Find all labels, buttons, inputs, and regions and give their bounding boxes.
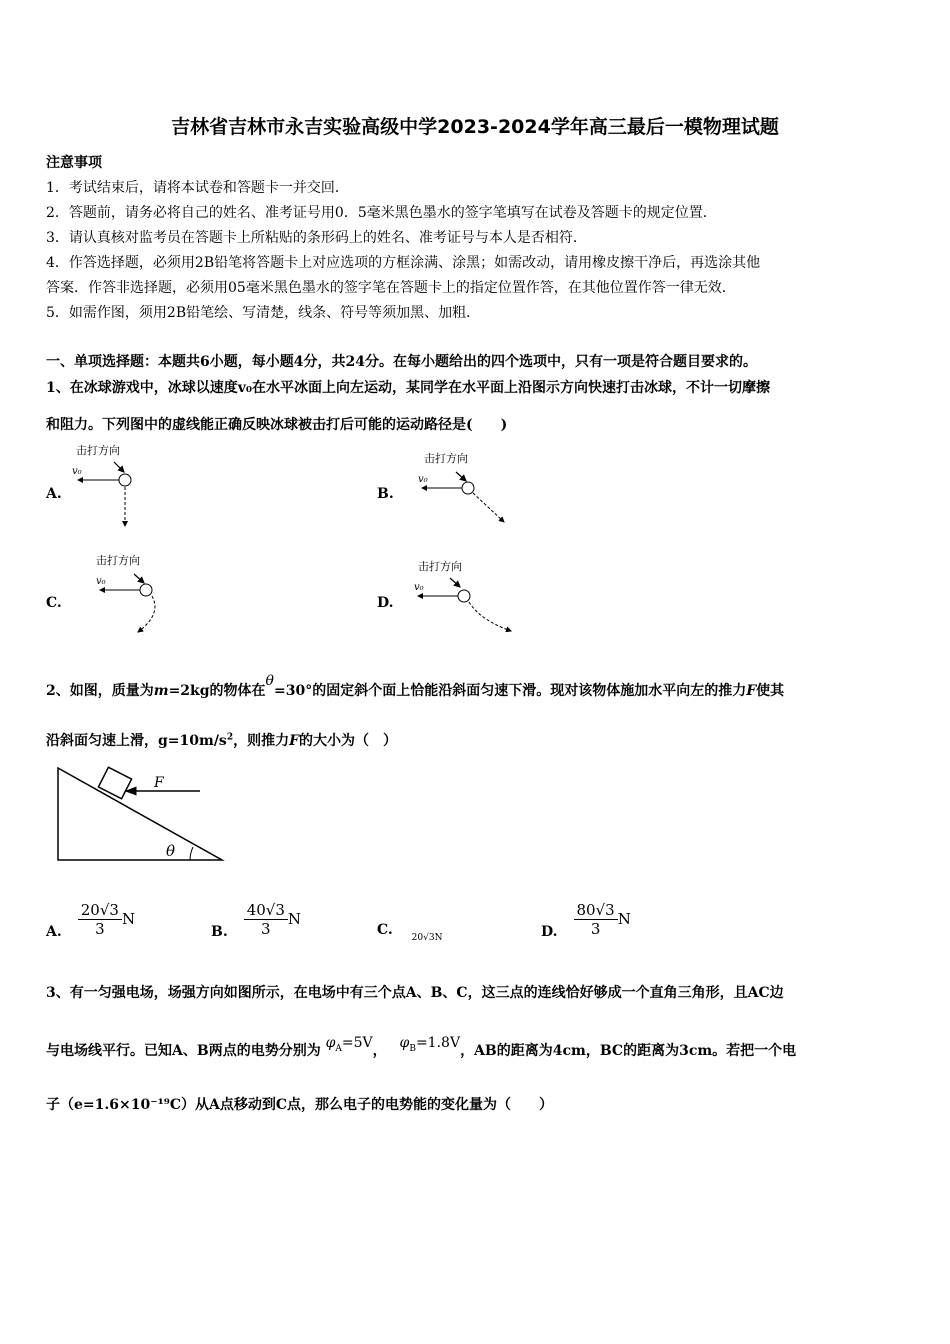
section-heading: 一、单项选择题：本题共6小题，每小题4分，共24分。在每小题给出的四个选项中，只有一项是符合题目要求的。 bbox=[46, 354, 757, 370]
q1-figure-c bbox=[90, 550, 190, 640]
q1-text-line1: 1、在冰球游戏中，冰球以速度v₀在水平冰面上向左运动，某同学在水平面上沿图示方向快速打击冰球，不计一切摩擦 bbox=[46, 380, 771, 396]
q1-fig-b-label: 击打方向 bbox=[424, 452, 468, 465]
q1-option-a-label: A. bbox=[46, 486, 62, 502]
notice-item: 1．考试结束后，请将本试卷和答题卡一并交回． bbox=[46, 180, 349, 196]
q2-fig-force-label: F bbox=[154, 775, 164, 791]
q3-text-line3: 子（e=1.6×10⁻¹⁹C）从A点移动到C点，那么电子的电势能的变化量为（ ） bbox=[46, 1097, 554, 1113]
q1-option-d-label: D. bbox=[377, 595, 394, 611]
q1-figure-d bbox=[408, 556, 523, 636]
notice-item: 2．答题前，请务必将自己的姓名、准考证号用0．5毫米黑色墨水的签字笔填写在试卷及答题卡的规定位置． bbox=[46, 205, 717, 221]
q2-option-b: B. $\frac{40√3}{3}$ N bbox=[211, 900, 302, 940]
q1-figure-a bbox=[66, 440, 166, 535]
q2-incline-figure bbox=[50, 760, 240, 870]
notice-item: 3．请认真核对监考员在答题卡上所粘贴的条形码上的姓名、准考证号与本人是否相符． bbox=[46, 230, 587, 246]
q3-text-line1: 3、有一匀强电场，场强方向如图所示，在电场中有三个点A、B、C，这三点的连线恰好够成一个直角三角形，且AC边 bbox=[46, 985, 784, 1001]
q1-option-c-label: C. bbox=[46, 595, 62, 611]
q1-fig-d-v0: v₀ bbox=[414, 582, 424, 593]
q1-text-line2: 和阻力。下列图中的虚线能正确反映冰球被击打后可能的运动路径是( ) bbox=[46, 417, 508, 433]
q2-fig-angle-label: θ bbox=[166, 842, 176, 860]
q2-option-d: D. $\frac{80√3}{3}$ N bbox=[541, 900, 631, 940]
page-title: 吉林省吉林市永吉实验高级中学2023-2024学年高三最后一模物理试题 bbox=[171, 116, 779, 138]
q1-fig-d-label: 击打方向 bbox=[418, 560, 462, 573]
q1-figure-b bbox=[412, 448, 522, 528]
notice-item: 4．作答选择题，必须用2B铅笔将答题卡上对应选项的方框涂满、涂黑；如需改动，请用橡皮擦干净后，再选涂其他 bbox=[46, 255, 761, 271]
notice-heading: 注意事项 bbox=[46, 155, 102, 171]
q2-text-line2: 沿斜面匀速上滑，$g=10m/s^2$，则推力F的大小为（ ） bbox=[46, 732, 398, 749]
q2-text-line1: 2、如图，质量为m=2kg的物体在θ=30°的固定斜个面上恰能沿斜面匀速下滑。现对该物体施加水平向左的推力F使其 bbox=[46, 673, 785, 699]
q2-option-a: A. $\frac{20√3}{3}$ N bbox=[46, 900, 136, 940]
q1-fig-b-v0: v₀ bbox=[418, 474, 428, 485]
q1-fig-c-v0: v₀ bbox=[96, 576, 106, 587]
q1-fig-c-label: 击打方向 bbox=[96, 554, 140, 567]
q1-fig-a-label: 击打方向 bbox=[76, 444, 120, 457]
q1-fig-a-v0: v₀ bbox=[72, 466, 82, 477]
q2-option-c: C. $_{20√3N}$ bbox=[377, 922, 443, 943]
notice-item: 答案．作答非选择题，必须用05毫米黑色墨水的签字笔在答题卡上的指定位置作答，在其他位置作答一律无效． bbox=[46, 280, 736, 296]
notice-item: 5．如需作图，须用2B铅笔绘、写清楚，线条、符号等须加黑、加粗． bbox=[46, 305, 481, 321]
q3-text-line2: 与电场线平行。已知A、B两点的电势分别为 $\varphi_A=5V$， $\varphi_B=1.8V$，AB的距离为4cm，BC的距离为3cm。若把一个电 bbox=[46, 1035, 797, 1059]
q1-option-b-label: B. bbox=[377, 486, 394, 502]
